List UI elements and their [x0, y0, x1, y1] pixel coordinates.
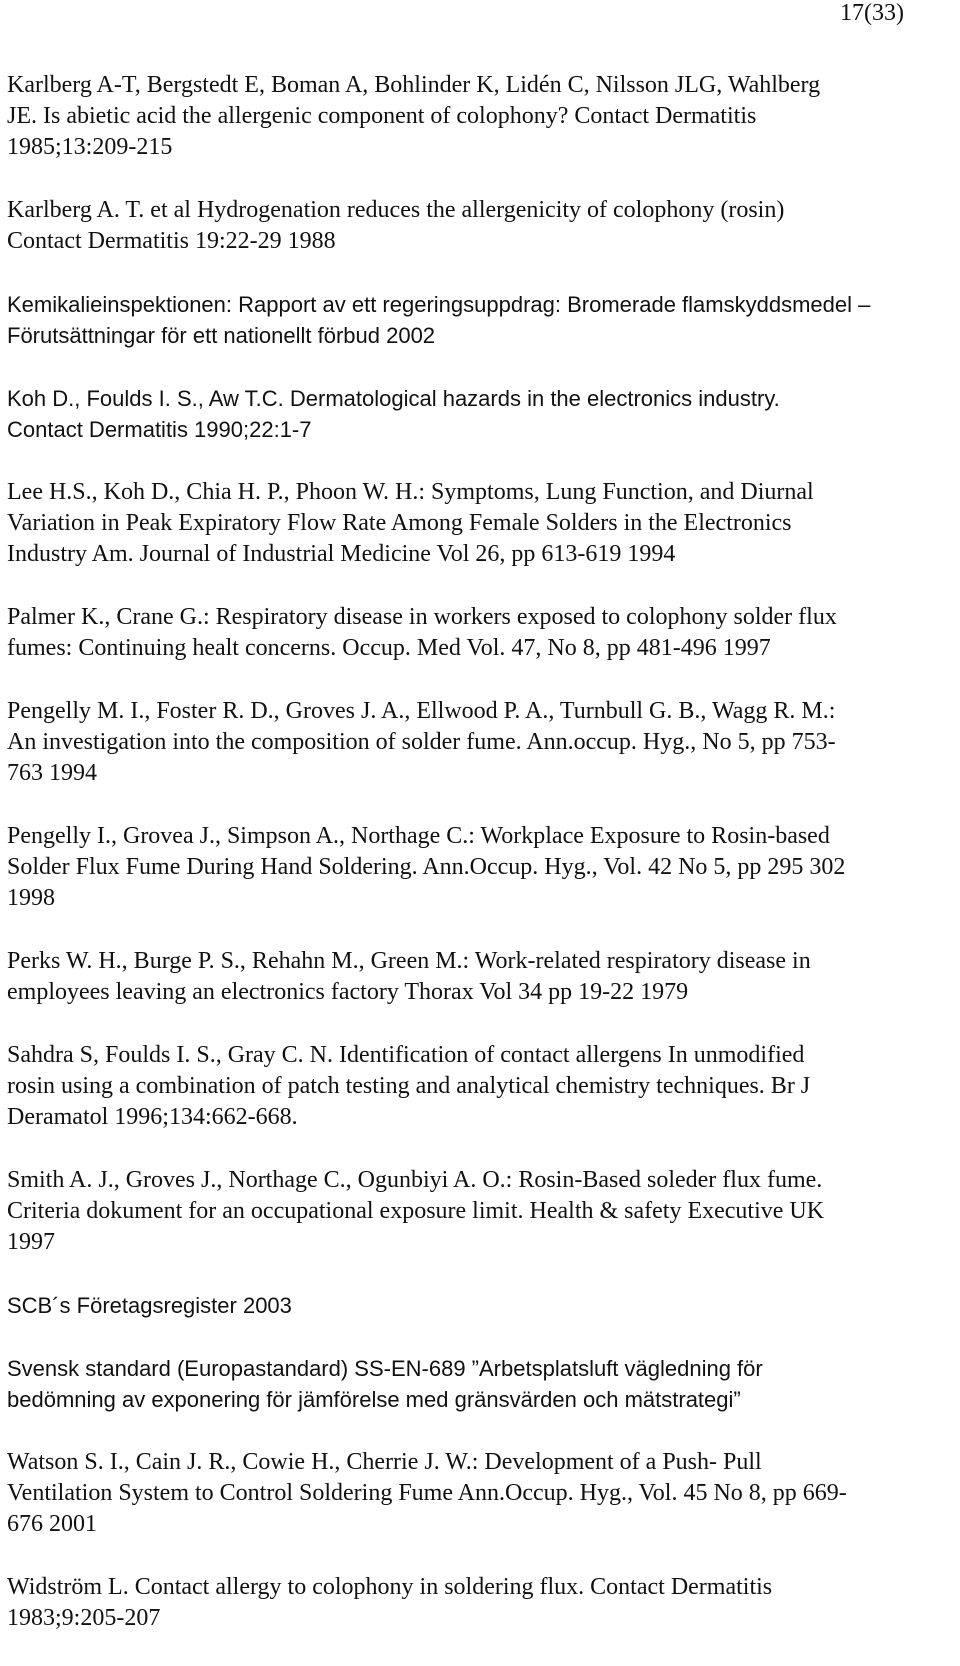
- reference-list: [7, 70, 952, 1666]
- reference-line: bedömning av exponering för jämförelse med gränsvärden och mätstrategi”: [7, 1387, 741, 1412]
- reference-line: 1998: [7, 885, 55, 911]
- reference-lee: [7, 477, 952, 570]
- reference-line: employees leaving an electronics factory Thorax Vol 34 pp 19-22 1979: [7, 979, 689, 1005]
- reference-line: Ventilation System to Control Soldering Fume Ann.Occup. Hyg., Vol. 45 No 8, pp 669-: [7, 1480, 847, 1506]
- reference-line: rosin using a combination of patch testing and analytical chemistry techniques. Br J: [7, 1073, 811, 1099]
- reference-svensk-standard: [7, 1353, 952, 1415]
- reference-line: Sahdra S, Foulds I. S., Gray C. N. Identification of contact allergens In unmodified: [7, 1042, 805, 1068]
- reference-line: 1997: [7, 1229, 55, 1255]
- reference-line: Contact Dermatitis 19:22-29 1988: [7, 228, 336, 254]
- reference-line: JE. Is abietic acid the allergenic component of colophony? Contact Dermatitis: [7, 103, 757, 129]
- reference-karlberg-1988: [7, 195, 952, 257]
- reference-line: Watson S. I., Cain J. R., Cowie H., Cherrie J. W.: Development of a Push- Pull: [7, 1449, 762, 1475]
- reference-line: fumes: Continuing healt concerns. Occup. Med Vol. 47, No 8, pp 481-496 1997: [7, 635, 771, 661]
- reference-line: Widström L. Contact allergy to colophony in soldering flux. Contact Dermatitis: [7, 1574, 773, 1600]
- reference-karlberg-1985: [7, 70, 952, 163]
- reference-line: Criteria dokument for an occupational exposure limit. Health & safety Executive UK: [7, 1198, 825, 1224]
- reference-line: Variation in Peak Expiratory Flow Rate Among Female Solders in the Electronics: [7, 510, 792, 536]
- reference-pengelly-1994: [7, 696, 952, 789]
- reference-line: 1985;13:209-215: [7, 134, 173, 160]
- reference-line: 763 1994: [7, 760, 97, 786]
- reference-line: Contact Dermatitis 1990;22:1-7: [7, 417, 312, 442]
- page-number: 17(33): [840, 0, 904, 26]
- reference-line: Karlberg A-T, Bergstedt E, Boman A, Bohlinder K, Lidén C, Nilsson JLG, Wahlberg: [7, 72, 821, 98]
- reference-line: Kemikalieinspektionen: Rapport av ett regeringsuppdrag: Bromerade flamskyddsmedel –: [7, 292, 871, 317]
- reference-line: Koh D., Foulds I. S., Aw T.C. Dermatological hazards in the electronics industry.: [7, 386, 780, 411]
- reference-line: Deramatol 1996;134:662-668.: [7, 1104, 298, 1130]
- reference-pengelly-1998: [7, 821, 952, 914]
- reference-line: 676 2001: [7, 1511, 97, 1537]
- reference-line: An investigation into the composition of solder fume. Ann.occup. Hyg., No 5, pp 753-: [7, 729, 836, 755]
- reference-widstrom: [7, 1572, 952, 1634]
- reference-line: Pengelly M. I., Foster R. D., Groves J. A., Ellwood P. A., Turnbull G. B., Wagg R. M.:: [7, 698, 836, 724]
- reference-sahdra: [7, 1040, 952, 1133]
- reference-line: Pengelly I., Grovea J., Simpson A., Northage C.: Workplace Exposure to Rosin-based: [7, 823, 830, 849]
- reference-koh: [7, 383, 952, 445]
- reference-line: 1983;9:205-207: [7, 1605, 161, 1631]
- reference-line: Perks W. H., Burge P. S., Rehahn M., Green M.: Work-related respiratory disease in: [7, 948, 811, 974]
- reference-smith: [7, 1165, 952, 1258]
- reference-line: Svensk standard (Europastandard) SS-EN-689 ”Arbetsplatsluft vägledning för: [7, 1356, 763, 1381]
- reference-line: SCB´s Företagsregister 2003: [7, 1293, 292, 1318]
- reference-line: Industry Am. Journal of Industrial Medicine Vol 26, pp 613-619 1994: [7, 541, 676, 567]
- reference-scb: [7, 1290, 952, 1321]
- reference-kemikalieinspektionen: [7, 289, 952, 351]
- reference-palmer: [7, 602, 952, 664]
- reference-perks: [7, 946, 952, 1008]
- reference-line: Karlberg A. T. et al Hydrogenation reduces the allergenicity of colophony (rosin): [7, 197, 785, 223]
- reference-line: Lee H.S., Koh D., Chia H. P., Phoon W. H.: Symptoms, Lung Function, and Diurnal: [7, 479, 814, 505]
- reference-line: Förutsättningar för ett nationellt förbud 2002: [7, 323, 436, 348]
- reference-watson: [7, 1447, 952, 1540]
- reference-line: Smith A. J., Groves J., Northage C., Ogunbiyi A. O.: Rosin-Based soleder flux fume.: [7, 1167, 823, 1193]
- reference-line: Solder Flux Fume During Hand Soldering. Ann.Occup. Hyg., Vol. 42 No 5, pp 295 302: [7, 854, 846, 880]
- reference-line: Palmer K., Crane G.: Respiratory disease in workers exposed to colophony solder flux: [7, 604, 837, 630]
